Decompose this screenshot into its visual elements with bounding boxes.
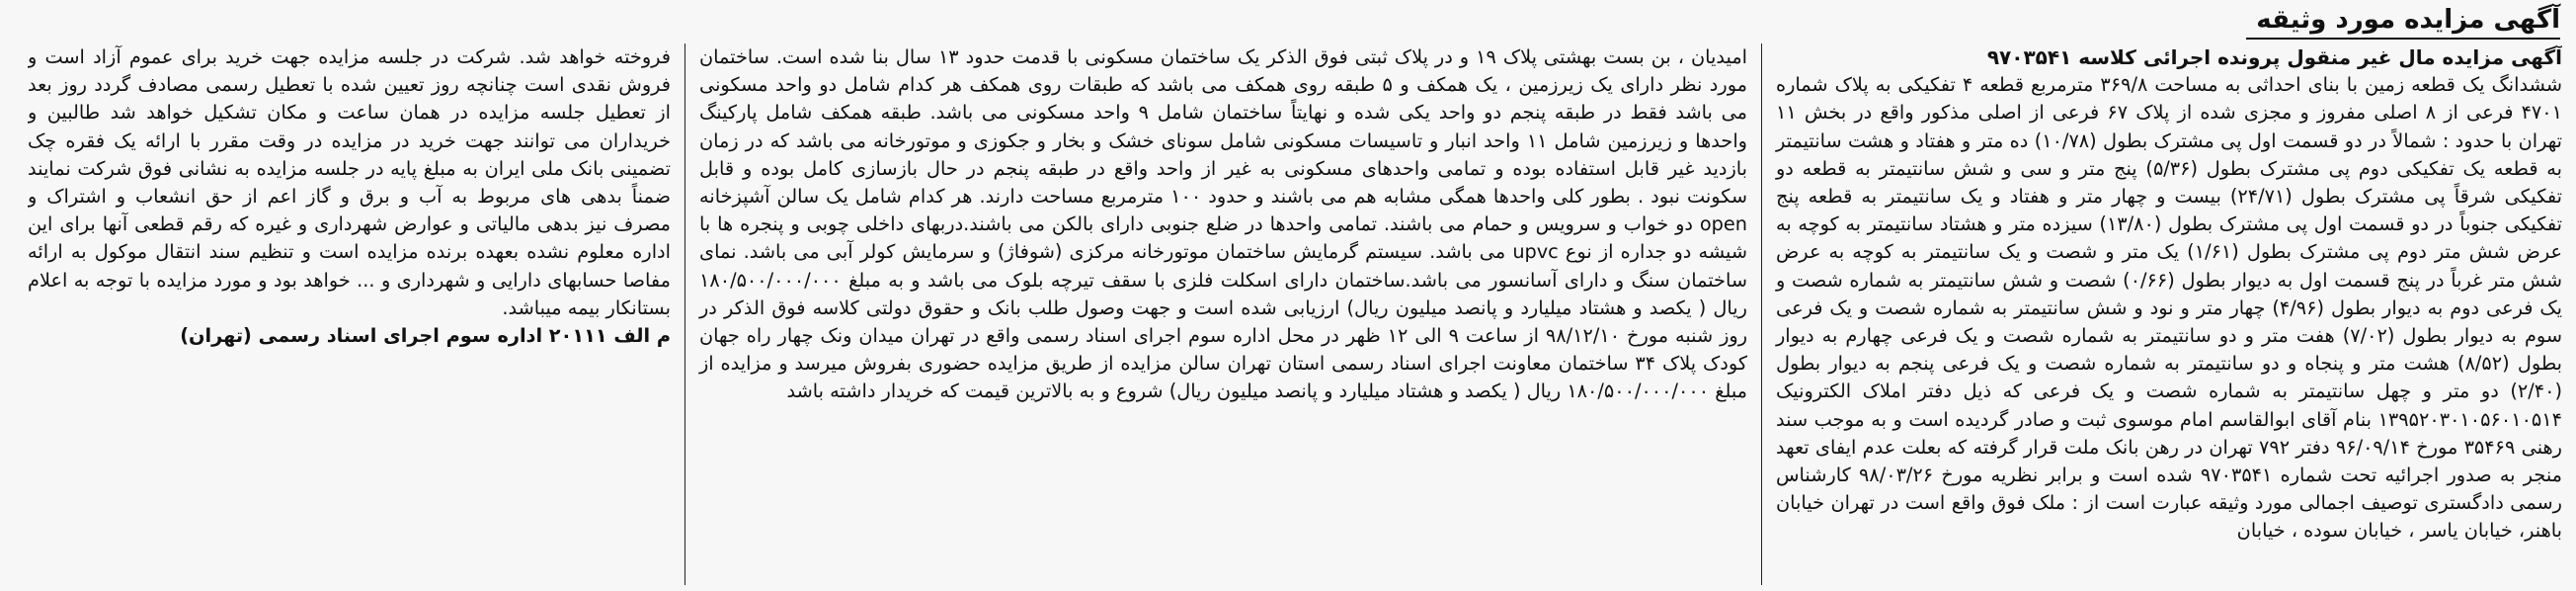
title-row: [14, 4, 2562, 43]
notice-subheading: آگهی مزایده مال غیر منقول پرونده اجرائی کلاسه ۹۷۰۳۵۴۱: [1986, 45, 2562, 69]
column-3-text: فروخته خواهد شد. شرکت در جلسه مزایده جهت خرید برای عموم آزاد است و فروش نقدی است چنانچه روز تعیین شده با تعطیل رسمی مصادف گردد روز بعد از تعطیل جلسه مزایده در همان ساعت و مکان تشکیل خواهد شد طالبین و خریداران می توانند جهت خرید در مزایده در وقت مقرر با ارائه یک فقره چک تضمینی بانک ملی ایران به مبلغ پایه در جلسه مزایده به نشانی فوق شرکت نمایند ضمناً بدهی های مربوط به آب و برق و گاز اعم از حق انشعاب و اشتراک و مصرف نیز بدهی مالیاتی و عوارض شهرداری و غیره که رقم قطعی آنها برای این اداره معلوم نشده بعهده برنده مزایده است و تنظیم سند انتقال موکول به ارائه مفاصا حسابهای دارایی و شهرداری و ... خواهد بود و مورد مزایده با توجه به اعلام بستانکار بیمه میباشد.: [28, 45, 671, 319]
column-2-text: امیدیان ، بن بست بهشتی پلاک ۱۹ و در پلاک ثبتی فوق الذکر یک ساختمان مسکونی با قدمت حدود ۱۳ سال بنا شده است. ساختمان مورد نظر دارای یک زیرزمین ، یک همکف و ۵ طبقه روی همکف می باشد که طبقات روی همکف هر کدام شامل دو واحد مسکونی می باشد فقط در طبقه پنجم دو واحد یکی شده و نهایتاً ساختمان شامل ۹ واحد مسکونی می باشد. طبقه همکف شامل پارکینگ واحدها و زیرزمین شامل ۱۱ واحد انبار و تاسیسات مسکونی شامل سونای خشک و بخار و جکوزی و موتورخانه می باشد که در زمان بازدید غیر قابل استفاده بوده و تمامی واحدهای مسکونی به غیر از واحد واقع در طبقه پنجم در حال بازسازی کامل بوده و قابل سکونت نبود . بطور کلی واحدها همگی مشابه هم می باشند و حدود ۱۰۰ مترمربع مساحت دارند. هر کدام شامل یک سالن آشپزخانه open دو خواب و سرویس و حمام می باشند. تمامی واحدها در ضلع جنوبی دارای بالکن می باشند.دربهای داخلی چوبی و پنجره ها با شیشه دو جداره از نوع upvc می باشد. سیستم گرمایش ساختمان موتورخانه مرکزی (شوفاژ) و سرمایش کولر آبی می باشد. نمای ساختمان سنگ و دارای آسانسور می باشد.ساختمان دارای اسکلت فلزی با سقف تیرچه بلوک می باشد و به مبلغ ۱۸۰/۵۰۰/۰۰۰/۰۰۰ ریال ( یکصد و هشتاد میلیارد و پانصد میلیون ریال) ارزیابی شده است و جهت وصول طلب بانک و حقوق دولتی کلاسه فوق الذکر در روز شنبه مورخ ۹۸/۱۲/۱۰ از ساعت ۹ الی ۱۲ ظهر در محل اداره سوم اجرای اسناد رسمی واقع در تهران میدان ونک چهار راه جهان کودک پلاک ۳۴ ساختمان معاونت اجرای اسناد رسمی استان تهران سالن مزایده از طریق مزایده حضوری بفروش میرسد و مزایده از مبلغ ۱۸۰/۵۰۰/۰۰۰/۰۰۰ ریال ( یکصد و هشتاد میلیارد و پانصد میلیون ریال) شروع و به بالاترین قیمت که خریدار داشته باشد: [699, 45, 1748, 403]
notice-title: آگهی مزایده مورد وثیقه: [2246, 4, 2560, 40]
notice-footer: م الف ۲۰۱۱۱ اداره سوم اجرای اسناد رسمی (تهران): [180, 324, 671, 348]
column-1-text: ششدانگ یک قطعه زمین با بنای احداثی به مساحت ۳۶۹/۸ مترمربع قطعه ۴ تفکیکی به پلاک شماره ۴۷۰۱ فرعی از ۸ اصلی مفروز و مجزی شده از پلاک ۶۷ فرعی از اصلی مذکور واقع در بخش ۱۱ تهران با حدود : شمالاً در دو قسمت اول پی مشترک بطول (۱۰/۷۸) ده متر و هفتاد و هشت سانتیمتر به قطعه یک تفکیکی دوم پی مشترک بطول (۵/۳۶) پنج متر و سی و شش سانتیمتر به قطعه دو تفکیکی شرقاً پی مشترک بطول (۲۴/۷۱) بیست و چهار متر و هفتاد و یک سانتیمتر به قطعه پنج تفکیکی جنوباً در دو قسمت اول پی مشترک بطول (۱۳/۸۰) سیزده متر و هشتاد سانتیمتر به کوچه به عرض شش متر دوم پی مشترک بطول (۱/۶۱) یک متر و شصت و یک سانتیمتر به کوچه به عرض شش متر غرباً در پنج قسمت اول به دیوار بطول (۰/۶۶) شصت و شش سانتیمتر به شماره شصت و یک فرعی دوم به دیوار بطول (۴/۹۶) چهار متر و نود و شش سانتیمتر به شماره شصت و یک فرعی سوم به دیوار بطول (۷/۰۲) هفت متر و دو سانتیمتر به شماره شصت و یک فرعی چهارم به دیوار بطول (۸/۵۲) هشت متر و پنجاه و دو سانتیمتر به شماره شصت و یک فرعی پنجم به دیوار بطول (۲/۴۰) دو متر و چهل سانتیمتر به شماره شصت و یک فرعی که ذیل دفتر املاک الکترونیک ۱۳۹۵۲۰۳۰۱۰۵۶۰۱۰۵۱۴ بنام آقای ابوالقاسم امام موسوی ثبت و صادر گردیده است و به موجب سند رهنی ۳۵۴۶۹ مورخ ۹۶/۰۹/۱۴ دفتر ۷۹۲ تهران در رهن بانک ملت قرار گرفته که بعلت عدم ایفای تعهد منجر به صدور اجرائیه تحت شماره ۹۷۰۳۵۴۱ شده است و برابر نظریه مورخ ۹۸/۰۳/۲۶ کارشناس رسمی دادگستری توصیف اجمالی مورد وثیقه عبارت است از : ملک فوق واقع است در تهران خیابان باهنر، خیابان یاسر ، خیابان سوده ، خیابان: [1776, 73, 2562, 543]
column-3: [28, 43, 685, 585]
column-2: [685, 43, 1762, 585]
column-1: [1762, 43, 2562, 585]
notice-columns: [14, 43, 2562, 585]
